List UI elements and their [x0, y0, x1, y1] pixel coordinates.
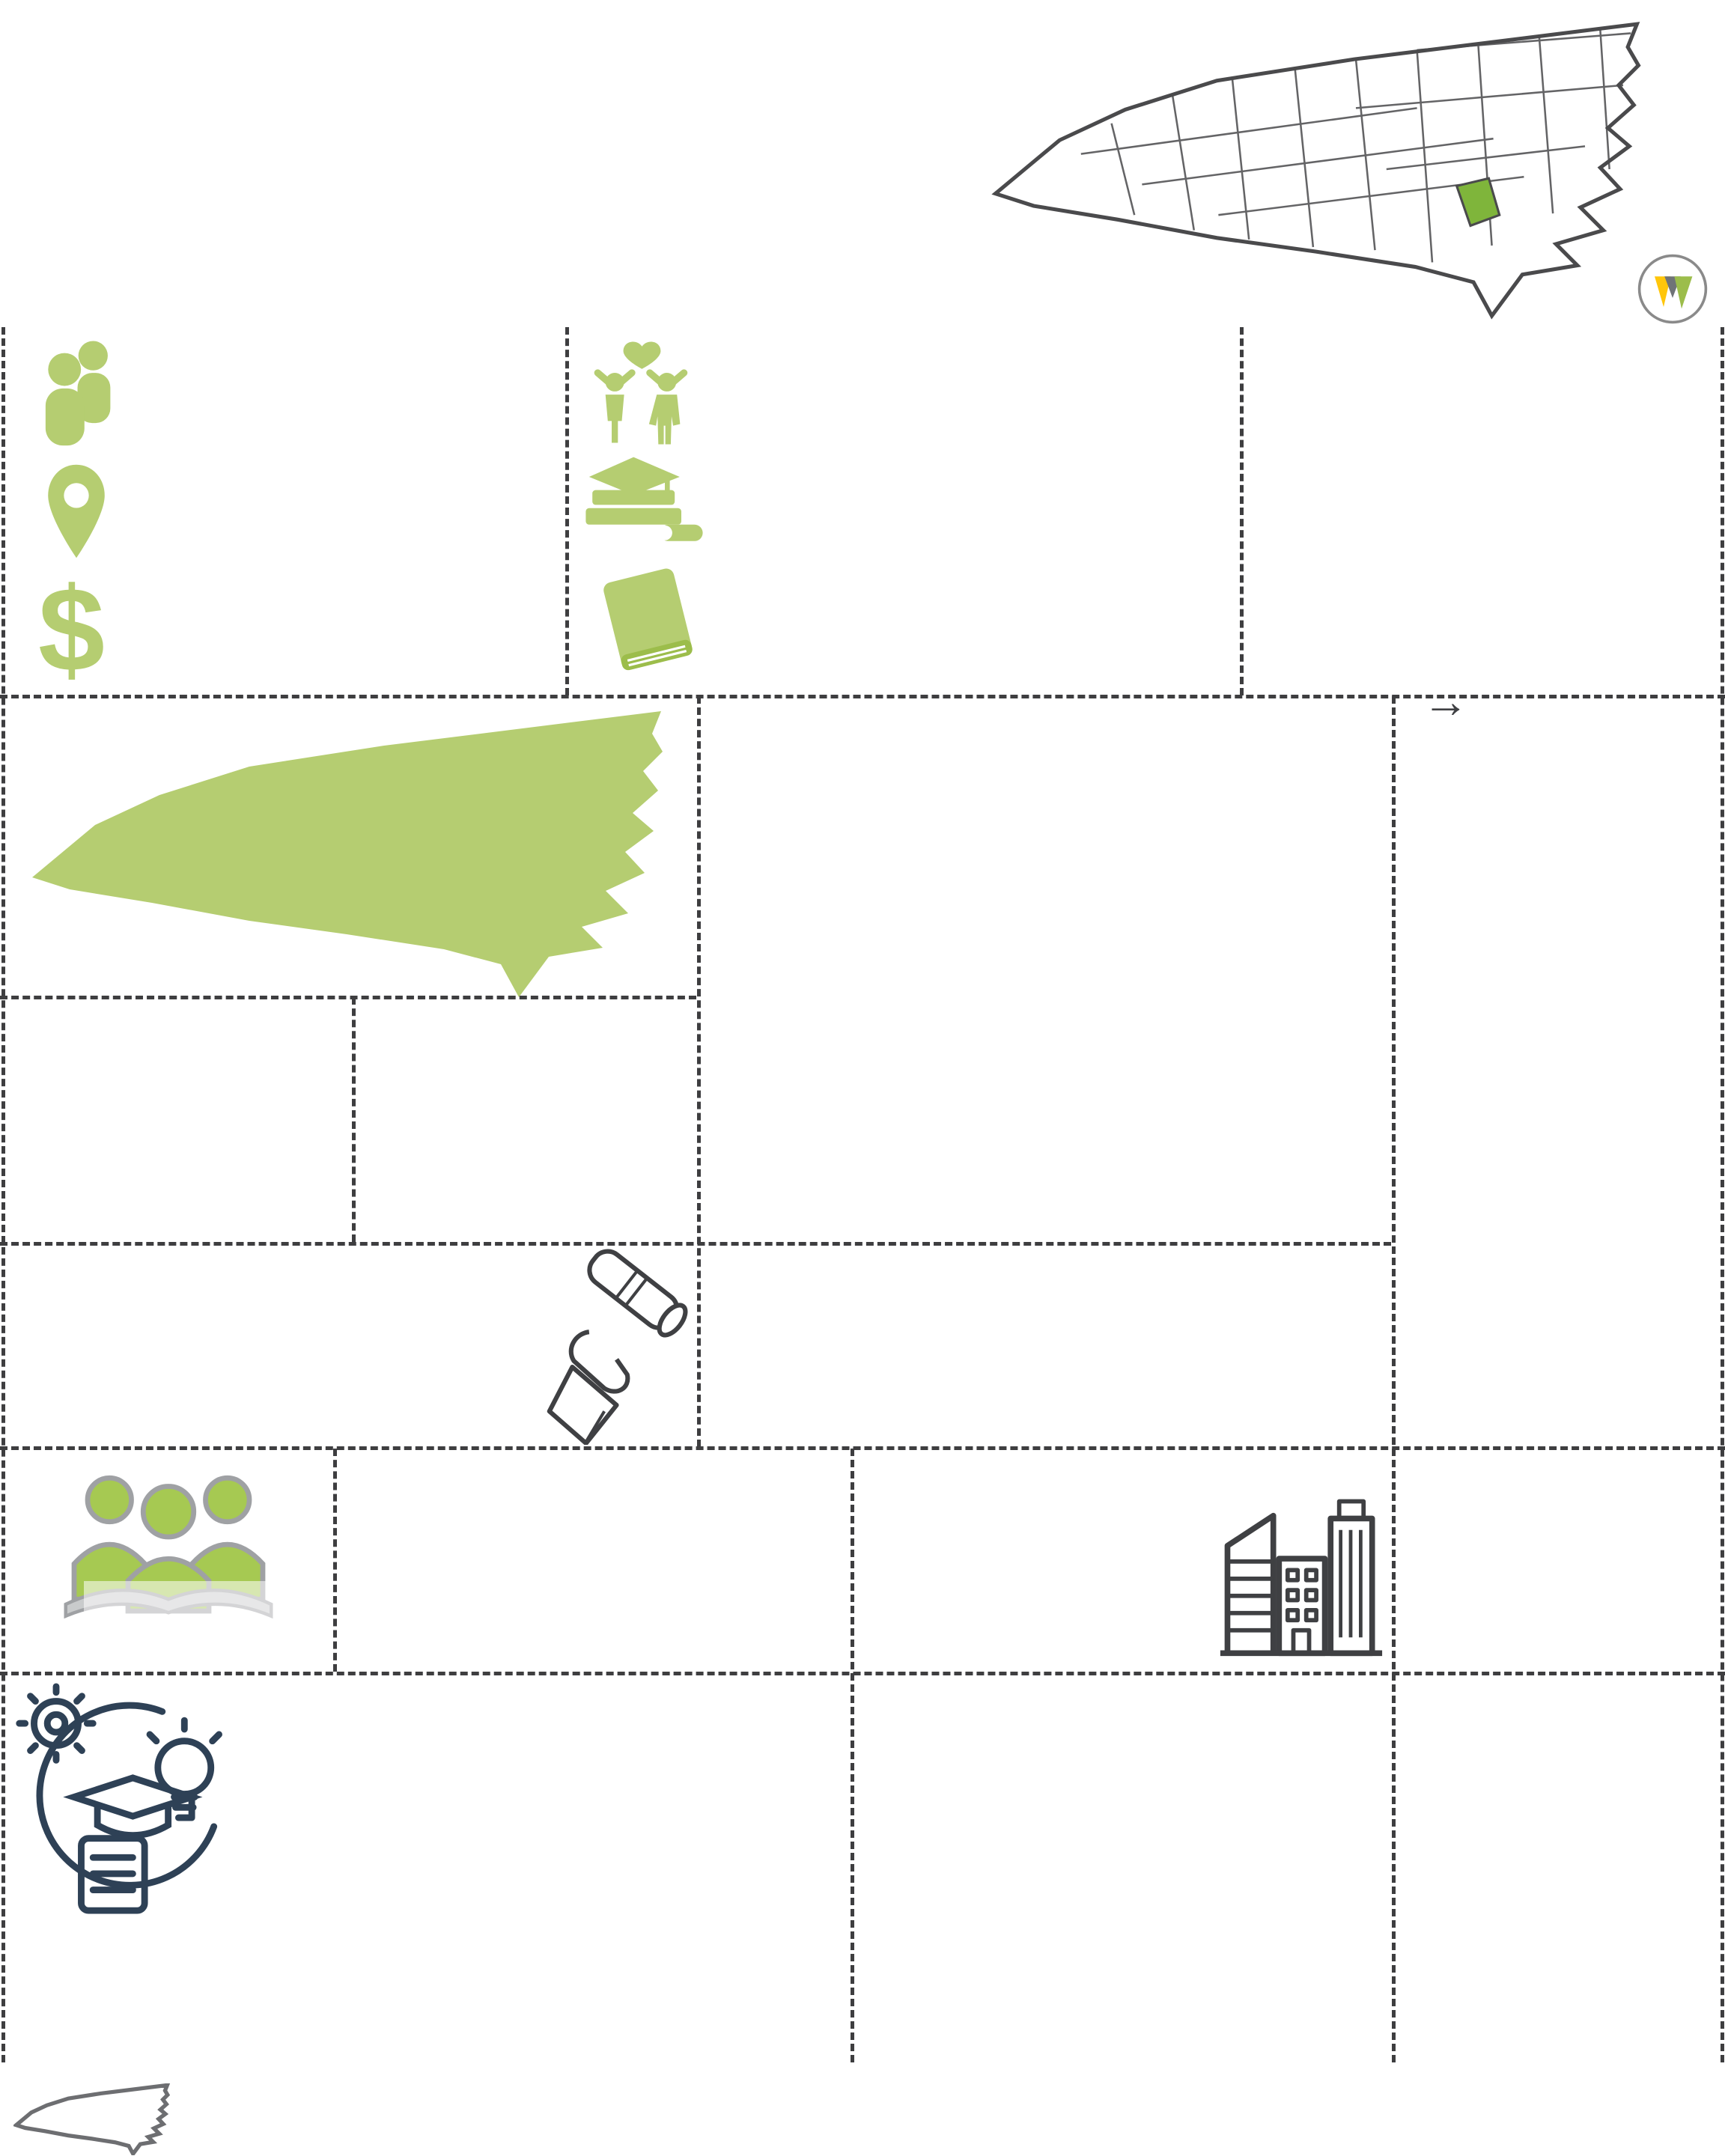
universities-value-svg [889, 1252, 1002, 1439]
frame-left [1, 327, 5, 2062]
divider-schools-mid [352, 997, 356, 1242]
diploma-hand-icon [535, 1246, 696, 1445]
divider-row3-bottom [0, 1672, 1725, 1675]
book-icon [591, 560, 704, 683]
vacancy-circle [338, 1542, 455, 1659]
voucher-line-chart [1331, 421, 1725, 645]
divider-voters-bottom [0, 996, 696, 999]
university-building-icon [711, 1256, 891, 1433]
grad-cap-books-icon [582, 443, 706, 552]
publicedworks-logo-map [13, 2083, 171, 2155]
voucher-chart-y-axis [1249, 424, 1321, 641]
hoke-county-highlight [1457, 178, 1500, 225]
enrollment-label-band [84, 1581, 331, 1659]
school-type-stacked-bar [1565, 704, 1692, 1426]
divider-enrollment [333, 1449, 337, 1672]
cc-stat-3-value-svg [584, 1872, 827, 1954]
children-icon [591, 337, 693, 449]
employer-rank-3-badge [737, 1106, 845, 1214]
funding-local-bar [1393, 1887, 1725, 1925]
dollar-icon [33, 566, 108, 693]
private-schools-value-svg [392, 1007, 662, 1130]
svg-text:$: $ [38, 566, 105, 693]
employer-rank-2-badge [737, 953, 845, 1061]
legend-home-school-dot [1435, 1047, 1469, 1072]
works-logo-icon [1637, 253, 1709, 325]
employer-rank-1-badge [737, 814, 845, 922]
divider-left-mid [697, 696, 701, 1447]
community-college-banner [139, 1720, 808, 1827]
legend-public-school-dot [1435, 1282, 1469, 1307]
divider-city-left [851, 1449, 854, 2062]
arrow-right-icon: → [1423, 676, 1469, 728]
divider-row1-bottom [0, 695, 1725, 698]
divider-right-col [1392, 696, 1396, 2062]
nc-county-map [951, 16, 1685, 322]
people-icon [36, 338, 124, 451]
funding-federal-bar [1393, 1799, 1725, 1836]
divider-col2 [1240, 327, 1244, 695]
funding-total-bar [1393, 1973, 1725, 2011]
legend-private-school-dot [1503, 1282, 1538, 1307]
cc-stat-1-value-svg [35, 1872, 279, 1954]
divider-col1 [565, 327, 569, 695]
cc-stat-2-value-svg [311, 1872, 554, 1954]
location-pin-icon [39, 455, 114, 567]
footer-band [0, 2064, 1725, 2156]
voucher-chart-x-axis [1331, 648, 1725, 675]
funding-state-bar [1393, 1713, 1725, 1750]
teachers-employed-circle [737, 1464, 847, 1574]
city-buildings-icon [1219, 1486, 1384, 1666]
public-schools-value-svg [39, 1007, 308, 1130]
divider-row2-bottom [0, 1446, 1725, 1450]
nc-voters-map [19, 704, 678, 1003]
school-type-bar-callout [1414, 676, 1469, 728]
funding-pie-chart [964, 1707, 1312, 2054]
frame-right [1721, 327, 1724, 2062]
teacher-pay-value-svg [1393, 1560, 1725, 1657]
legend-charter-school-dot [1503, 1047, 1538, 1072]
divider-schools-bottom [0, 1242, 1391, 1246]
graduation-value-svg [105, 1319, 569, 1424]
